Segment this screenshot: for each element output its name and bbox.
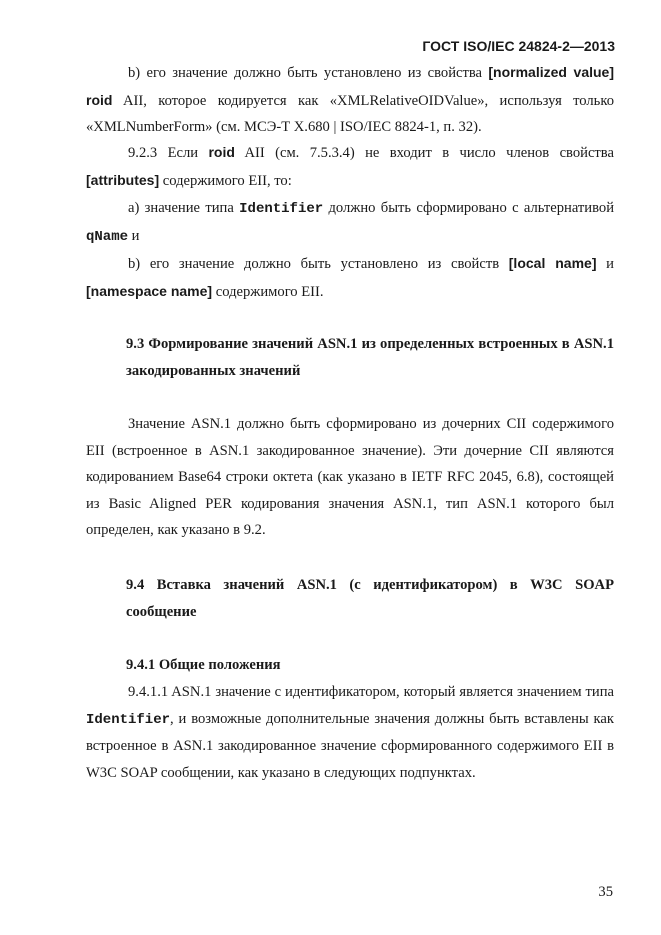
- property-roid: roid: [86, 91, 113, 108]
- property-roid: roid: [208, 144, 235, 160]
- paragraph-9-2-3-a: a) значение типа Identifier должно быть сформировано с альтернативой qName и: [86, 200, 615, 245]
- property-namespace-name: [namespace name]: [86, 282, 213, 299]
- type-identifier: Identifier: [86, 711, 171, 728]
- paragraph-9-4-1-1: 9.4.1.1 ASN.1 значение с идентификатором, который является значением типа Identifier, и возможные дополнительные значения должны быть вставлены как встроенное в ASN.1 закодированное значение сформированного содержимого EII в W3C SOAP сообщении, как указано в следующих подпунктах.: [86, 684, 614, 781]
- paragraph-9-2-3: 9.2.3 Если roid AII (см. 7.5.3.4) не входит в число членов свойства [attributes] содержимого EII, то:: [86, 144, 614, 189]
- paragraph-9-3-body: Значение ASN.1 должно быть сформировано из дочерних CII содержимого EII (встроенное в ASN.1 закодированное значение). Эти дочерние CII являются кодированием Base64 строки октета (как указано в IETF RFC 2045, 6.8), состоящей из Basic Aligned PER кодирования значения ASN.1, тип ASN.1 которого был определен, как указано в 9.2.: [86, 416, 614, 538]
- section-heading-9-4: 9.4 Вставка значений ASN.1 (с идентификатором) в W3C SOAP сообщение: [126, 577, 614, 620]
- section-heading-9-3: 9.3 Формирование значений ASN.1 из определенных встроенных в ASN.1 закодированных значений: [126, 336, 614, 379]
- alternative-qname: qName: [86, 228, 129, 245]
- paragraph-9-2-3-b: b) его значение должно быть установлено из свойств [local name] и [namespace name] содержимого EII.: [86, 255, 614, 300]
- type-identifier: Identifier: [239, 201, 324, 217]
- property-attributes: [attributes]: [86, 171, 160, 188]
- property-normalized-value: [normalized value]: [488, 64, 614, 80]
- paragraph-9-2-2-b: b) его значение должно быть установлено из свойства [normalized value] roid AII, которое кодируется как «XMLRelativeOIDValue», используя только «XMLNumberForm» (см. МСЭ-Т X.680 | ISO/IEC 8824-1, п. 32).: [86, 64, 614, 135]
- property-local-name: [local name]: [508, 255, 597, 271]
- page-number: 35: [598, 884, 613, 900]
- document-header: ГОСТ ISO/IEC 24824-2—2013: [422, 38, 615, 54]
- subsection-heading-9-4-1: 9.4.1 Общие положения: [126, 657, 281, 673]
